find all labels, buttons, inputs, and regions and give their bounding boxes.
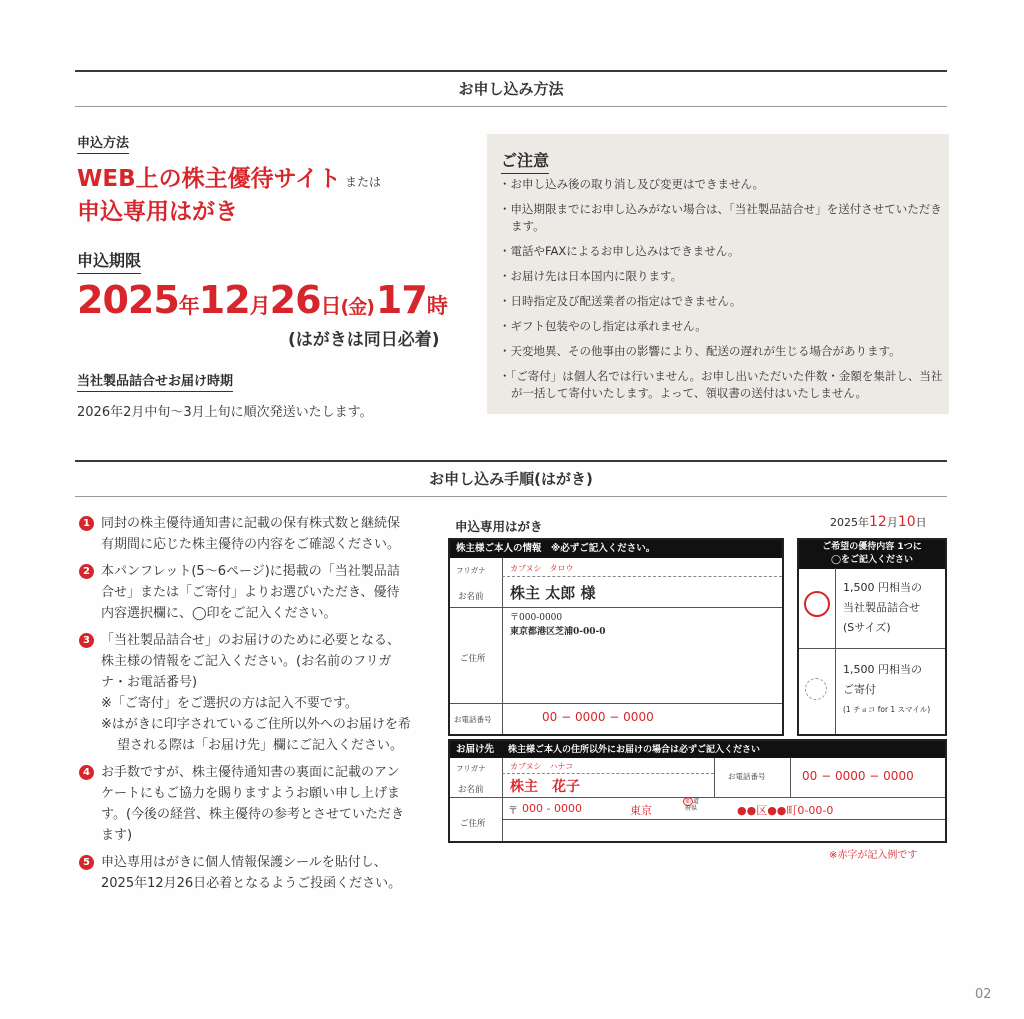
d-phone-label: お電話番号 [728, 772, 766, 781]
step-note: ※「ご寄付」をご選択の方は記入不要です。 [101, 696, 358, 711]
d-address-label: ご住所 [460, 819, 486, 829]
section-title-procedure: お申し込み手順(はがき) [75, 460, 947, 497]
notice-item: ・ 電話やFAXによるお申し込みはできません。 [499, 243, 944, 260]
step-item: 3 「当社製品詰合せ」のお届けのために必要となる、株主様の情報をご記入ください。(お名前のフリガナ・お電話番号) ※「ご寄付」をご選択の方は記入不要です。 ※はがきに印字されているご住所以外へのお届けを希望される際は「お届け先」欄にご記入ください。 [77, 630, 412, 756]
furigana-label: フリガナ [456, 566, 486, 575]
postal-value: 〒000-0000 [510, 613, 563, 623]
step-note: ※はがきに印字されているご住所以外へのお届けを希望される際は「お届け先」欄にご記入ください。 [101, 717, 411, 753]
delivery-box [448, 739, 947, 843]
shareholder-header: 株主様ご本人の情報 ※必ずご記入ください。 [450, 540, 782, 558]
notice-item: ・ お届け先は日本国内に限ります。 [499, 268, 944, 285]
phone-value: 00 − 0000 − 0000 [542, 710, 654, 724]
address-label: ご住所 [460, 654, 486, 664]
notice-item: ・ 天変地異、その他事由の影響により、配送の遅れが生じる場合があります。 [499, 343, 944, 360]
furigana-value: カブヌシ タロウ [510, 564, 574, 573]
d-furigana-label: フリガナ [456, 764, 486, 773]
d-phone-value: 00 − 0000 − 0000 [802, 769, 914, 783]
steps-list [77, 513, 412, 900]
phone-label: お電話番号 [454, 715, 492, 724]
d-pref-value: 東京 [630, 804, 652, 817]
page-number: 02 [975, 987, 992, 1002]
notice-box [487, 134, 949, 414]
delivery-label: 当社製品詰合せお届け時期 [77, 370, 233, 392]
step-number-4: 4 [79, 765, 94, 780]
deadline-label: 申込期限 [77, 248, 141, 274]
d-postal-mark: 〒 [508, 806, 518, 817]
delivery-header: お届け先 株主様ご本人の住所以外にお届けの場合は必ずご記入ください [450, 741, 945, 758]
deadline-note: (はがきは同日必着) [288, 330, 440, 350]
d-furigana-value: カブヌシ ハナコ [510, 762, 574, 771]
step-number-2: 2 [79, 564, 94, 579]
d-name-value: 株主 花子 [510, 779, 580, 795]
step-item: 5 申込専用はがきに個人情報保護シールを貼付し、2025年12月26日必着となるようご投函ください。 [77, 852, 412, 894]
notice-item: ・ 「ご寄付」は個人名では行いません。お申し出いただいた件数・金額を集計し、当社が一括して寄付いたします。よって、領収書の送付はいたしません。 [499, 368, 944, 402]
step-item: 4 お手数ですが、株主優待通知書の裏面に記載のアンケートにもご協力を賜りますようお願い申し上げます。(今後の経営、株主優待の参考とさせていただきます) [77, 762, 412, 846]
step-item: 2 本パンフレット(5〜6ページ)に掲載の「当社製品詰合せ」または「ご寄付」よりお選びいただき、優待内容選択欄に、◯印をご記入ください。 [77, 561, 412, 624]
method-postcard: 申込専用はがき [77, 199, 238, 225]
method-web: WEB上の株主優待サイト または [77, 166, 382, 192]
step-number-3: 3 [79, 633, 94, 648]
notice-item: ・ ギフト包装やのし指定は承れません。 [499, 318, 944, 335]
notice-list [499, 176, 944, 410]
choice-header: ご希望の優待内容 1つに ◯をご記入ください [799, 540, 945, 569]
d-pref-type: 都 道 府県 [684, 798, 700, 812]
choice-option-products: 1,500 円相当の 当社製品詰合せ (Sサイズ) [843, 581, 922, 634]
choice-box [797, 538, 947, 736]
step-item: 1 同封の株主優待通知書に記載の保有株式数と継続保有期間に応じた株主優待の内容をご確認ください。 [77, 513, 412, 555]
deadline-date: 2025年12月26日(金)17時 [77, 278, 447, 322]
notice-item: ・ お申し込み後の取り消し及び変更はできません。 [499, 176, 944, 193]
postcard-date: 2025年12月10日 [830, 514, 927, 530]
name-value: 株主 太郎 様 [510, 584, 596, 602]
d-name-label: お名前 [458, 785, 484, 795]
section-title-method: お申し込み方法 [75, 70, 947, 107]
choice-option-donation: 1,500 円相当の ご寄付 (1 チョコ for 1 スマイル) [843, 663, 931, 714]
selected-circle-icon[interactable] [804, 591, 830, 617]
shareholder-box [448, 538, 784, 736]
notice-item: ・ 申込期限までにお申し込みがない場合は、「当社製品詰合せ」を送付させていただきます。 [499, 201, 944, 235]
delivery-text: 2026年2月中旬〜3月上旬に順次発送いたします。 [77, 405, 373, 420]
address-value: 東京都港区芝浦0-00-0 [510, 627, 606, 637]
step-number-1: 1 [79, 516, 94, 531]
postcard-title: 申込専用はがき [455, 519, 543, 534]
empty-circle-icon[interactable] [805, 678, 827, 700]
notice-item: ・ 日時指定及び配送業者の指定はできません。 [499, 293, 944, 310]
d-address-value: ●●区●●町0-00-0 [737, 804, 834, 817]
example-note: ※赤字が記入例です [829, 850, 918, 861]
notice-title: ご注意 [501, 148, 549, 174]
d-postal-value: 000 - 0000 [522, 802, 582, 815]
name-label: お名前 [458, 592, 484, 602]
step-number-5: 5 [79, 855, 94, 870]
method-label: 申込方法 [77, 132, 129, 154]
